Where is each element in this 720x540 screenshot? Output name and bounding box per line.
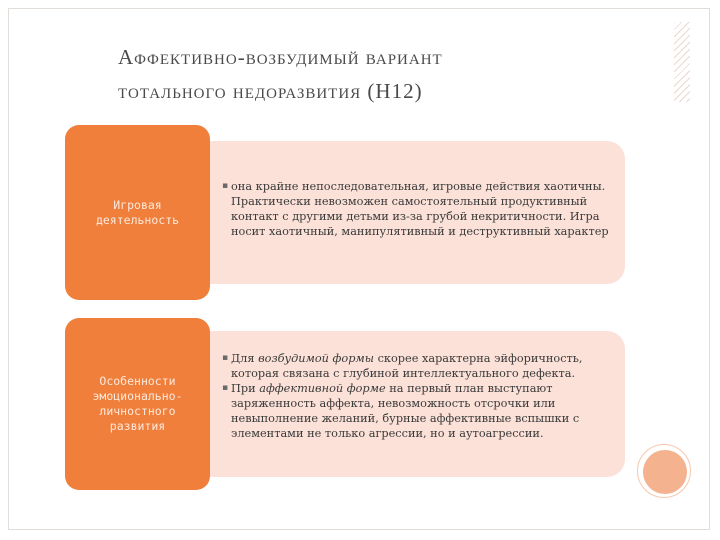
bullet-text-emphasis: возбудимой формы	[258, 352, 374, 365]
bullet-dot-icon: ▪	[222, 383, 229, 393]
content-box-play	[210, 141, 625, 284]
row-play-activity	[65, 125, 625, 300]
decorative-stripes	[674, 22, 690, 102]
bullet-item	[220, 179, 611, 239]
content-box-emotional	[210, 331, 625, 477]
decorative-circle	[643, 450, 687, 494]
label-play-activity: Игровая деятельность	[65, 125, 210, 300]
bullet-text-post: на первый план выступают заряженность аффекта, невозможность отсрочки или невыполнение желаний, бурные аффективные вспышки с элементами не только агрессии, но и аутоагрессии.	[231, 382, 580, 440]
bullet-dot-icon: ▪	[222, 181, 229, 191]
bullet-item	[220, 381, 611, 441]
bullet-text-pre: При	[231, 382, 260, 395]
slide-title	[118, 40, 638, 108]
bullet-text-post: скорее характерна эйфоричность, которая связана с глубиной интеллектуального дефекта.	[231, 352, 583, 380]
bullet-text-pre: Для	[231, 352, 259, 365]
title-line-2: тотального недоразвития (Н12)	[118, 79, 423, 103]
bullet-item	[220, 351, 611, 381]
title-line-1: Аффективно-возбудимый вариант	[118, 45, 443, 69]
bullet-dot-icon: ▪	[222, 353, 229, 363]
bullet-text: она крайне непоследовательная, игровые действия хаотичны. Практически невозможен самостоятельный продуктивный контакт с другими детьми из-за грубой некритичности. Игра носит хаотичный, манипулятивный и деструктивный характер	[231, 180, 609, 238]
row-emotional-development	[65, 318, 625, 490]
label-emotional-development: Особенности эмоционально-личностного развития	[65, 318, 210, 490]
bullet-text-emphasis: аффективной форме	[259, 382, 386, 395]
